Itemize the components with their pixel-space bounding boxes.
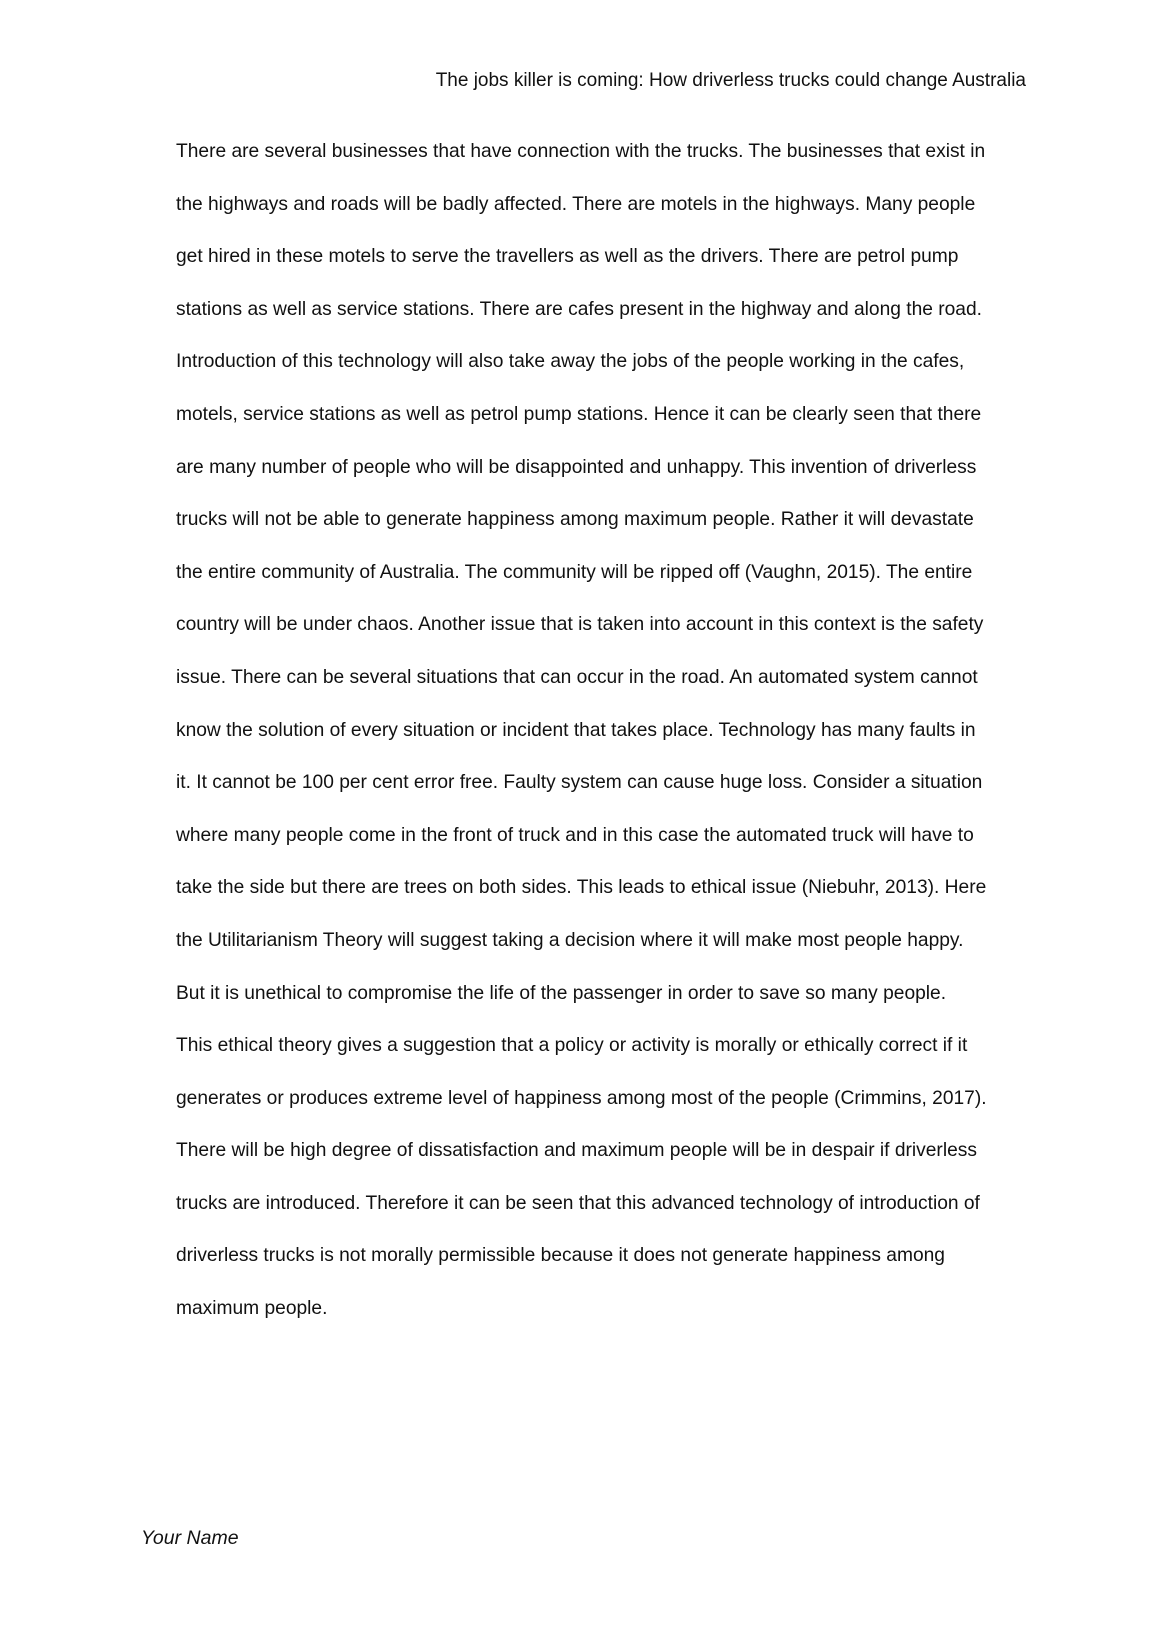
paragraph-line: know the solution of every situation or incident that takes place. Technology has many faults in <box>176 719 976 741</box>
paragraph-line: are many number of people who will be disappointed and unhappy. This invention of driverless <box>176 456 977 478</box>
footer-author-name: Your Name <box>141 1527 239 1549</box>
paragraph-line: the highways and roads will be badly affected. There are motels in the highways. Many people <box>176 193 976 215</box>
paragraph-line: But it is unethical to compromise the life of the passenger in order to save so many people. <box>176 982 947 1004</box>
paragraph-line: This ethical theory gives a suggestion that a policy or activity is morally or ethically correct if it <box>176 1035 968 1057</box>
paragraph-line: maximum people. <box>176 1298 328 1320</box>
paragraph-line: trucks are introduced. Therefore it can be seen that this advanced technology of introduction of <box>176 1192 980 1214</box>
paragraph-line: issue. There can be several situations that can occur in the road. An automated system cannot <box>176 666 978 688</box>
paragraph-line: where many people come in the front of truck and in this case the automated truck will have to <box>176 824 974 846</box>
paragraph-line: the entire community of Australia. The community will be ripped off (Vaughn, 2015). The entire <box>176 561 973 583</box>
paragraph-line: the Utilitarianism Theory will suggest taking a decision where it will make most people happy. <box>176 929 964 951</box>
paragraph-line: driverless trucks is not morally permissible because it does not generate happiness among <box>176 1245 945 1267</box>
running-header-title: The jobs killer is coming: How driverless trucks could change Australia <box>435 70 1026 91</box>
paragraph-line: take the side but there are trees on both sides. This leads to ethical issue (Niebuhr, 2013). Here <box>176 877 987 899</box>
paragraph-line: Introduction of this technology will also take away the jobs of the people working in the cafes, <box>176 351 965 373</box>
paragraph-line: There are several businesses that have connection with the trucks. The businesses that exist in <box>176 141 986 162</box>
paragraph-line: stations as well as service stations. There are cafes present in the highway and along the road. <box>176 298 982 320</box>
paragraph-line: motels, service stations as well as petrol pump stations. Hence it can be clearly seen that there <box>176 403 982 425</box>
paragraph-line: generates or produces extreme level of happiness among most of the people (Crimmins, 2017). <box>176 1087 987 1109</box>
body-paragraph <box>176 136 1026 1346</box>
paragraph-line: it. It cannot be 100 per cent error free. Faulty system can cause huge loss. Consider a situation <box>176 772 983 794</box>
paragraph-line: trucks will not be able to generate happiness among maximum people. Rather it will devastate <box>176 509 974 531</box>
paragraph-line: get hired in these motels to serve the travellers as well as the drivers. There are petrol pump <box>176 246 959 268</box>
paragraph-line: country will be under chaos. Another issue that is taken into account in this context is the safety <box>176 614 984 636</box>
paragraph-line: There will be high degree of dissatisfaction and maximum people will be in despair if driverless <box>176 1140 977 1162</box>
